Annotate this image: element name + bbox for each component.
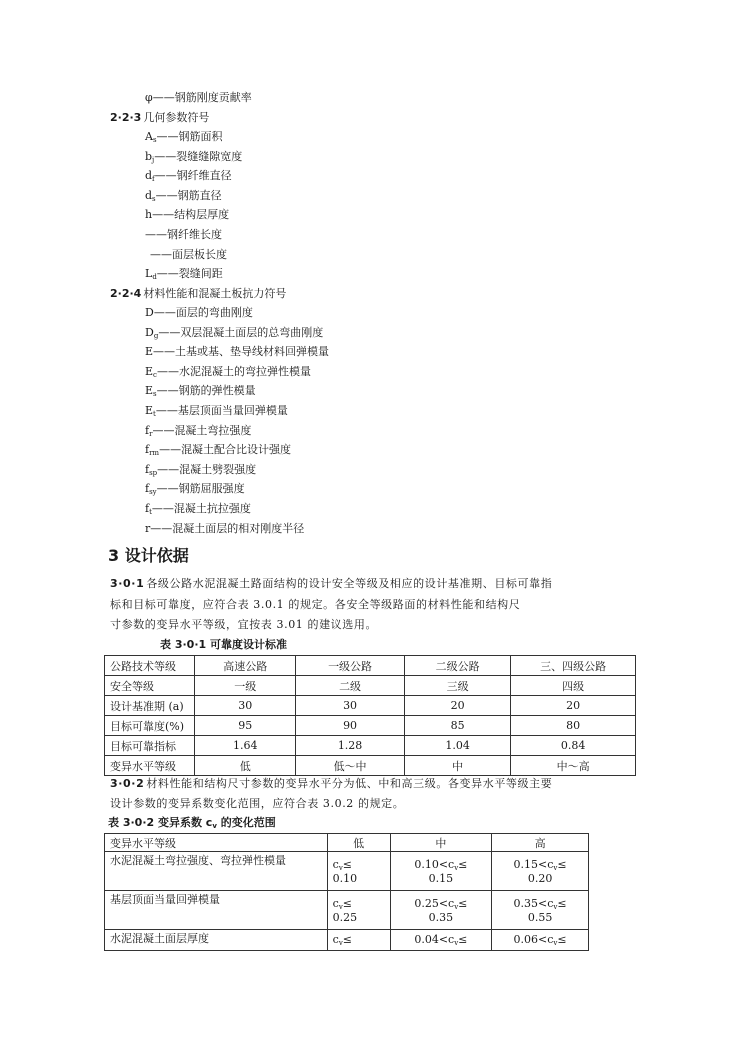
range-text: 0.15<c — [513, 857, 554, 871]
range-sub: v — [338, 863, 343, 872]
range-text: c — [332, 896, 339, 910]
table-cell: 30 — [195, 696, 296, 716]
row-header-cell: 目标可靠指标 — [105, 736, 195, 756]
range-lower: 0.25 — [332, 910, 358, 924]
table-row — [105, 656, 636, 676]
range-upper — [333, 933, 385, 947]
row-header-cell: 设计基准期 (a) — [105, 696, 195, 716]
range-upper — [396, 933, 487, 947]
range-lower: 0.15 — [428, 871, 454, 885]
range-text: ≤ — [557, 896, 567, 910]
symbol-item — [145, 442, 291, 461]
table-cell: 中～高 — [511, 756, 636, 776]
symbol-item — [145, 188, 222, 207]
range-text: 0.35<c — [513, 896, 554, 910]
parameter-cell: 基层顶面当量回弹模量 — [105, 891, 328, 930]
range-sub: v — [454, 902, 459, 911]
symbol-item — [145, 207, 229, 223]
range-sub: v — [553, 939, 558, 947]
paragraph-text: 各级公路水泥混凝土路面结构的设计安全等级及相应的设计基准期、目标可靠指 — [146, 577, 553, 590]
range-text: ≤ — [458, 896, 468, 910]
paragraph-3-0-1-line3: 寸参数的变异水平等级，宜按表 3.01 的建议选用。 — [110, 618, 378, 631]
symbol-subscript: c — [153, 370, 157, 379]
symbol-desc: ——水泥混凝土的弯拉弹性模量 — [156, 364, 311, 378]
table-row — [105, 696, 636, 716]
symbol-subscript: j — [152, 155, 155, 164]
range-upper — [396, 858, 487, 872]
range-lower: 0.35 — [428, 910, 454, 924]
range-upper — [497, 858, 583, 872]
range-cell — [390, 891, 492, 930]
symbol-desc: ——钢纤维直径 — [154, 169, 232, 183]
symbol-item — [145, 344, 329, 360]
symbol-desc: ——裂缝缝隙宽度 — [154, 149, 243, 163]
range-sub: v — [338, 939, 343, 947]
range-upper — [333, 858, 385, 872]
symbol-desc: ——混凝土劈裂强度 — [157, 462, 257, 476]
symbol: f — [145, 462, 150, 476]
caption-text: 的变化范围 — [216, 816, 276, 829]
symbol-item — [150, 247, 227, 263]
symbol-subscript: rm — [149, 449, 160, 458]
range-cell — [492, 852, 589, 891]
table-cell: 低～中 — [296, 756, 405, 776]
table-cell: 1.28 — [296, 736, 405, 756]
symbol-item — [145, 325, 323, 344]
table-cell: 1.64 — [195, 736, 296, 756]
caption-sub: v — [212, 822, 217, 830]
symbol: E — [145, 345, 154, 359]
range-sub: v — [454, 863, 459, 872]
symbol-desc: ——钢纤维长度 — [145, 228, 222, 241]
symbol-desc: ——裂缝间距 — [156, 267, 223, 281]
range-text: ≤ — [342, 857, 352, 871]
table-row — [105, 852, 589, 891]
table-cell: 1.04 — [404, 736, 510, 756]
row-header-cell: 变异水平等级 — [105, 756, 195, 776]
table-cell: 85 — [404, 716, 510, 736]
caption-text: 表 3·0·2 变异系数 c — [108, 816, 213, 829]
symbol-subscript: g — [153, 331, 159, 340]
symbol-item — [145, 227, 222, 243]
table-cell: 二级公路 — [404, 656, 510, 676]
symbol-desc: ——混凝土配合比设计强度 — [159, 443, 292, 457]
range-sub: v — [338, 902, 343, 911]
range-sub: v — [454, 939, 459, 947]
range-text: 0.06<c — [513, 933, 554, 946]
range-lower: 0.20 — [527, 871, 553, 885]
symbol-item — [145, 305, 253, 321]
symbol-subscript: t — [149, 508, 152, 516]
range-cell — [327, 930, 390, 951]
table-row — [105, 716, 636, 736]
paragraph-3-0-1-line2: 标和目标可靠度，应符合表 3.0.1 的规定。各安全等级路面的材料性能和结构尺 — [110, 598, 521, 611]
symbol-item — [145, 481, 245, 500]
range-text: 0.04<c — [414, 933, 455, 946]
symbol: E — [145, 364, 154, 378]
table-cell: 中 — [404, 756, 510, 776]
symbol: d — [145, 169, 153, 183]
range-text: c — [332, 933, 339, 946]
table-cell: 四级 — [511, 676, 636, 696]
header-cell: 中 — [390, 834, 492, 852]
range-text: c — [332, 857, 339, 871]
range-text: 0.10<c — [414, 857, 455, 871]
table-cell: 三级 — [404, 676, 510, 696]
symbol: φ — [145, 91, 153, 104]
symbol-subscript: s — [153, 390, 157, 399]
symbol-item — [145, 168, 232, 187]
symbol: f — [145, 443, 150, 457]
symbol: f — [145, 423, 150, 437]
range-cell — [327, 891, 390, 930]
section-title: 材料性能和混凝土板抗力符号 — [143, 287, 287, 300]
section-2-2-4-heading — [110, 286, 286, 302]
row-header-cell: 公路技术等级 — [105, 656, 195, 676]
symbol-item — [145, 364, 311, 383]
symbol: f — [145, 502, 150, 515]
table-cell: 90 — [296, 716, 405, 736]
header-cell: 低 — [327, 834, 390, 852]
paragraph-3-0-2-line1 — [110, 776, 552, 792]
section-title: 几何参数符号 — [143, 111, 210, 124]
range-cell — [327, 852, 390, 891]
table-header-row — [105, 834, 589, 852]
table-cell: 0.84 — [511, 736, 636, 756]
paragraph-3-0-2-line2: 设计参数的变异系数变化范围，应符合表 3.0.2 的规定。 — [110, 797, 405, 810]
table-cell: 二级 — [296, 676, 405, 696]
symbol-subscript: f — [152, 175, 155, 184]
range-lower: 0.55 — [527, 910, 553, 924]
table-cell: 80 — [511, 716, 636, 736]
table-row — [105, 676, 636, 696]
symbol-desc: ——混凝土抗拉强度 — [151, 502, 251, 515]
symbol: D — [145, 325, 154, 339]
section-number: 2·2·4 — [110, 287, 142, 300]
symbol-desc: ——钢筋面积 — [156, 130, 223, 143]
clause-number: 3·0·1 — [110, 577, 145, 590]
symbol-item — [145, 423, 251, 442]
reliability-design-table — [104, 655, 636, 776]
symbol: E — [145, 384, 154, 398]
range-upper — [333, 897, 385, 911]
symbol-subscript: sy — [149, 488, 157, 497]
symbol-desc: ——面层的弯曲刚度 — [153, 306, 253, 319]
symbol-subscript: s — [152, 194, 156, 203]
range-cell — [390, 852, 492, 891]
section-2-2-3-heading — [110, 110, 209, 126]
paragraph-3-0-1-line1 — [110, 576, 552, 592]
symbol-subscript: sp — [149, 468, 158, 477]
symbol-desc: ——基层顶面当量回弹模量 — [155, 404, 288, 417]
range-lower: 0.10 — [332, 871, 358, 885]
symbol: h — [145, 208, 153, 222]
range-sub: v — [553, 863, 558, 872]
table-cell: 高速公路 — [195, 656, 296, 676]
range-text: ≤ — [342, 933, 352, 946]
symbol-desc: ——钢筋的弹性模量 — [156, 384, 256, 398]
table-cell: 一级公路 — [296, 656, 405, 676]
symbol-item — [145, 266, 223, 285]
range-text: ≤ — [458, 933, 468, 946]
range-text: ≤ — [342, 896, 352, 910]
symbol-item — [145, 501, 251, 520]
symbol-desc: ——混凝土弯拉强度 — [152, 423, 252, 437]
symbol-subscript: r — [149, 429, 153, 438]
symbol: f — [145, 482, 150, 496]
symbol-item — [145, 521, 304, 537]
symbol: b — [145, 149, 153, 163]
symbol-desc: ——钢筋屈服强度 — [156, 482, 245, 496]
symbol: E — [145, 404, 154, 417]
table-cell: 20 — [404, 696, 510, 716]
symbol: A — [145, 130, 153, 143]
header-cell: 高 — [492, 834, 589, 852]
symbol-item — [145, 129, 223, 148]
symbol-desc: ——钢筋刚度贡献率 — [152, 91, 252, 104]
table-row — [105, 756, 636, 776]
range-text: ≤ — [458, 857, 468, 871]
symbol-desc: ——土基或基、垫导线材料回弹模量 — [153, 345, 330, 359]
symbol-item — [145, 149, 242, 168]
range-upper — [396, 897, 487, 911]
table-cell: 20 — [511, 696, 636, 716]
table-cell: 95 — [195, 716, 296, 736]
symbol-desc: ——面层板长度 — [150, 247, 227, 261]
range-upper — [497, 933, 583, 947]
symbol-desc: ——钢筋直径 — [155, 188, 222, 202]
range-text: ≤ — [557, 857, 567, 871]
table-cell: 低 — [195, 756, 296, 776]
symbol: r — [145, 521, 151, 535]
symbol-subscript: t — [153, 410, 156, 418]
range-cell — [492, 891, 589, 930]
range-cell — [390, 930, 492, 951]
symbol-subscript: s — [152, 136, 157, 144]
table-cell: 三、四级公路 — [511, 656, 636, 676]
table-row — [105, 930, 589, 951]
symbol: L — [145, 267, 153, 281]
range-text: ≤ — [557, 933, 567, 946]
range-upper — [497, 897, 583, 911]
range-cell — [492, 930, 589, 951]
table-cell: 一级 — [195, 676, 296, 696]
range-sub: v — [553, 902, 558, 911]
table-3-0-1-caption: 表 3·0·1 可靠度设计标准 — [160, 638, 287, 651]
range-text: 0.25<c — [414, 896, 455, 910]
symbol-item — [145, 403, 288, 422]
section-number: 2·2·3 — [110, 111, 142, 124]
header-cell: 变异水平等级 — [105, 834, 328, 852]
symbol-item — [145, 462, 256, 481]
row-header-cell: 安全等级 — [105, 676, 195, 696]
parameter-cell: 水泥混凝土弯拉强度、弯拉弹性模量 — [105, 852, 328, 891]
table-row — [105, 736, 636, 756]
table-cell: 30 — [296, 696, 405, 716]
symbol-desc: ——混凝土面层的相对刚度半径 — [150, 521, 305, 535]
symbol-item — [145, 383, 256, 402]
table-row — [105, 891, 589, 930]
row-header-cell: 目标可靠度(%) — [105, 716, 195, 736]
symbol-subscript: d — [152, 273, 157, 282]
symbol: D — [145, 306, 154, 319]
symbol-desc: ——结构层厚度 — [152, 208, 230, 222]
symbol-desc: ——双层混凝土面层的总弯曲刚度 — [158, 325, 324, 339]
paragraph-text: 材料性能和结构尺寸参数的变异水平分为低、中和高三级。各变异水平等级主要 — [146, 777, 553, 790]
clause-number: 3·0·2 — [110, 777, 145, 790]
symbol: d — [145, 188, 153, 202]
variation-coefficient-table — [104, 833, 589, 951]
parameter-cell: 水泥混凝土面层厚度 — [105, 930, 328, 951]
chapter-heading: 3 设计依据 — [108, 546, 189, 565]
table-3-0-2-caption — [108, 815, 276, 834]
symbol-phi — [145, 90, 252, 106]
